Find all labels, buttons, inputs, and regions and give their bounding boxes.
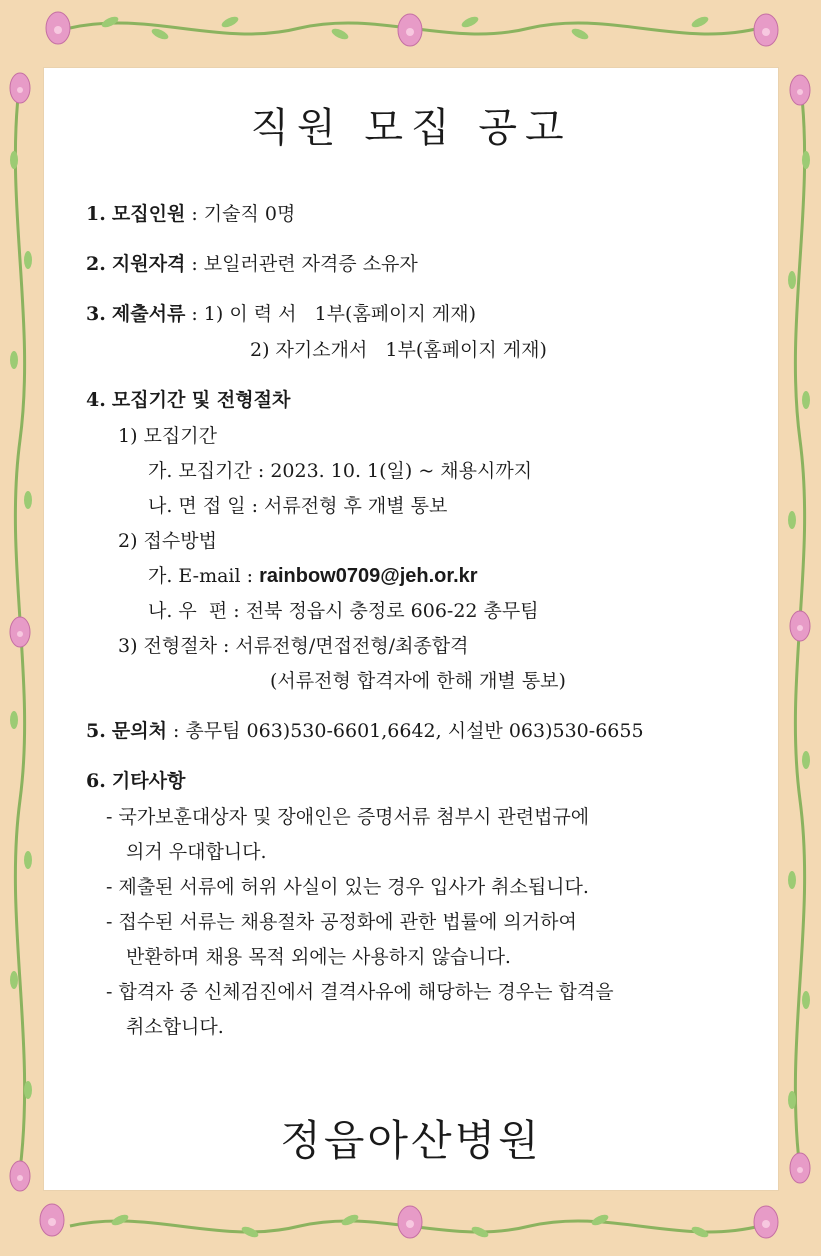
section-1-label: 모집인원 xyxy=(111,203,186,225)
email-label: 가. E-mail : xyxy=(148,565,260,587)
section-3-line2: 2) 자기소개서 1부(홈페이지 게재) xyxy=(250,339,547,361)
section-6-num: 6. xyxy=(86,770,106,792)
section-2-label: 지원자격 xyxy=(111,253,186,275)
section-6-l7: 취소합니다. xyxy=(126,1016,224,1038)
section-4-num: 4. xyxy=(86,389,106,411)
section-2-value: : 보일러관련 자격증 소유자 xyxy=(185,253,418,275)
section-1 xyxy=(86,202,295,226)
section-4-p2a xyxy=(148,564,478,588)
email-link[interactable]: rainbow0709@jeh.or.kr xyxy=(259,565,478,587)
section-5-label: 문의처 xyxy=(111,720,167,742)
section-6-label: 기타사항 xyxy=(111,770,186,792)
section-4-p3-note: (서류전형 합격자에 한해 개별 통보) xyxy=(270,670,566,692)
page-title: 직원 모집 공고 xyxy=(250,105,572,151)
section-4-p2b: 나. 우 편 : 전북 정읍시 충정로 606-22 총무팀 xyxy=(148,600,539,622)
section-2 xyxy=(86,252,418,276)
section-4-p1a: 가. 모집기간 : 2023. 10. 1(일) ~ 채용시까지 xyxy=(148,460,533,482)
section-4-p3: 3) 전형절차 : 서류전형/면접전형/최종합격 xyxy=(118,635,469,657)
section-6-l1: - 국가보훈대상자 및 장애인은 증명서류 첨부시 관련법규에 xyxy=(106,806,590,828)
section-4-label: 모집기간 및 전형절차 xyxy=(111,389,291,411)
section-2-num: 2. xyxy=(86,253,106,275)
section-5-num: 5. xyxy=(86,720,106,742)
section-6 xyxy=(86,769,185,793)
section-3 xyxy=(86,302,476,326)
section-1-value: : 기술직 0명 xyxy=(185,203,296,225)
notice-paper xyxy=(44,68,778,1190)
section-4-p1b: 나. 면 접 일 : 서류전형 후 개별 통보 xyxy=(148,495,448,517)
section-4-p1: 1) 모집기간 xyxy=(118,425,217,447)
section-5 xyxy=(86,719,644,743)
section-6-l6: - 합격자 중 신체검진에서 결격사유에 해당하는 경우는 합격을 xyxy=(106,981,614,1003)
section-1-num: 1. xyxy=(86,203,106,225)
section-3-num: 3. xyxy=(86,303,106,325)
section-6-l3: - 제출된 서류에 허위 사실이 있는 경우 입사가 취소됩니다. xyxy=(106,876,589,898)
section-6-l4: - 접수된 서류는 채용절차 공정화에 관한 법률에 의거하여 xyxy=(106,911,577,933)
section-4 xyxy=(86,388,290,412)
hospital-name: 정읍아산병원 xyxy=(280,1116,542,1165)
section-6-l5: 반환하며 채용 목적 외에는 사용하지 않습니다. xyxy=(126,946,511,968)
section-3-label: 제출서류 xyxy=(111,303,186,325)
section-5-value: : 총무팀 063)530-6601,6642, 시설반 063)530-6655 xyxy=(166,720,644,742)
section-3-value: : 1) 이 력 서 1부(홈페이지 게재) xyxy=(185,303,477,325)
section-4-p2: 2) 접수방법 xyxy=(118,530,217,552)
section-6-l2: 의거 우대합니다. xyxy=(126,841,267,863)
